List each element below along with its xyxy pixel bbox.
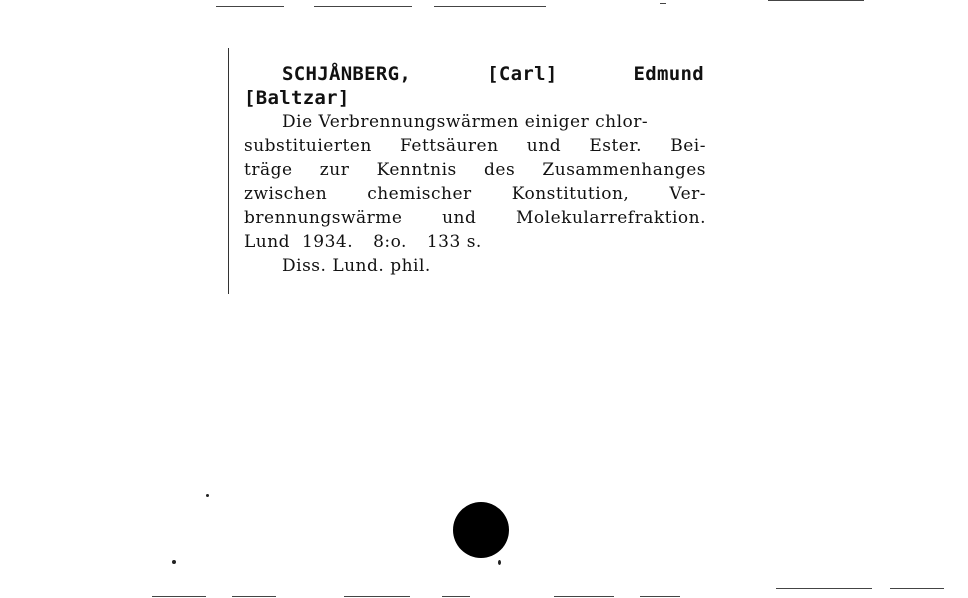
scan-edge-rule [640,596,680,597]
imprint-line [244,230,714,254]
author-additional-name: [Baltzar] [244,87,350,109]
scan-edge-rule [442,596,470,597]
imprint-format: 8:o. [373,232,407,252]
dissertation-note: Diss. Lund. phil. [282,256,431,276]
scan-edge-rule [768,0,864,1]
imprint-pages: 133 s. [426,232,482,252]
scan-edge-rule [216,6,284,7]
author-surname: SCHJÅNBERG, [282,63,412,85]
title-line: zwischen chemischer Konstitution, Ver- [244,184,706,204]
imprint-place: Lund [244,232,291,252]
scan-edge-rule [776,588,872,589]
author-heading [244,62,714,110]
scan-edge-rule [344,596,410,597]
title-line: träge zur Kenntnis des Zusammenhanges [244,160,706,180]
scan-speck [172,560,176,564]
scan-edge-rule [554,596,614,597]
title-line: Die Verbrennungswärmen einiger chlor- [282,112,649,132]
scan-speck [498,560,501,565]
imprint-year: 1934. [301,232,354,252]
title-line: brennungswärme und Molekularrefraktion. [244,208,706,228]
catalog-card-entry [244,62,714,278]
author-bracketed-given-name: [Carl] [487,63,558,85]
scan-speck [206,494,209,497]
scan-edge-rule [890,588,944,589]
title-line: substituierten Fettsäuren und Ester. Bei- [244,136,706,156]
scan-edge-rule [434,6,546,7]
card-punch-hole [453,502,509,558]
author-given-name: Edmund [633,63,704,85]
scan-edge-rule [314,6,412,7]
scan-edge-rule [660,3,666,4]
scan-edge-rule [232,596,276,597]
card-margin-line [228,48,229,294]
scan-edge-rule [152,596,206,597]
